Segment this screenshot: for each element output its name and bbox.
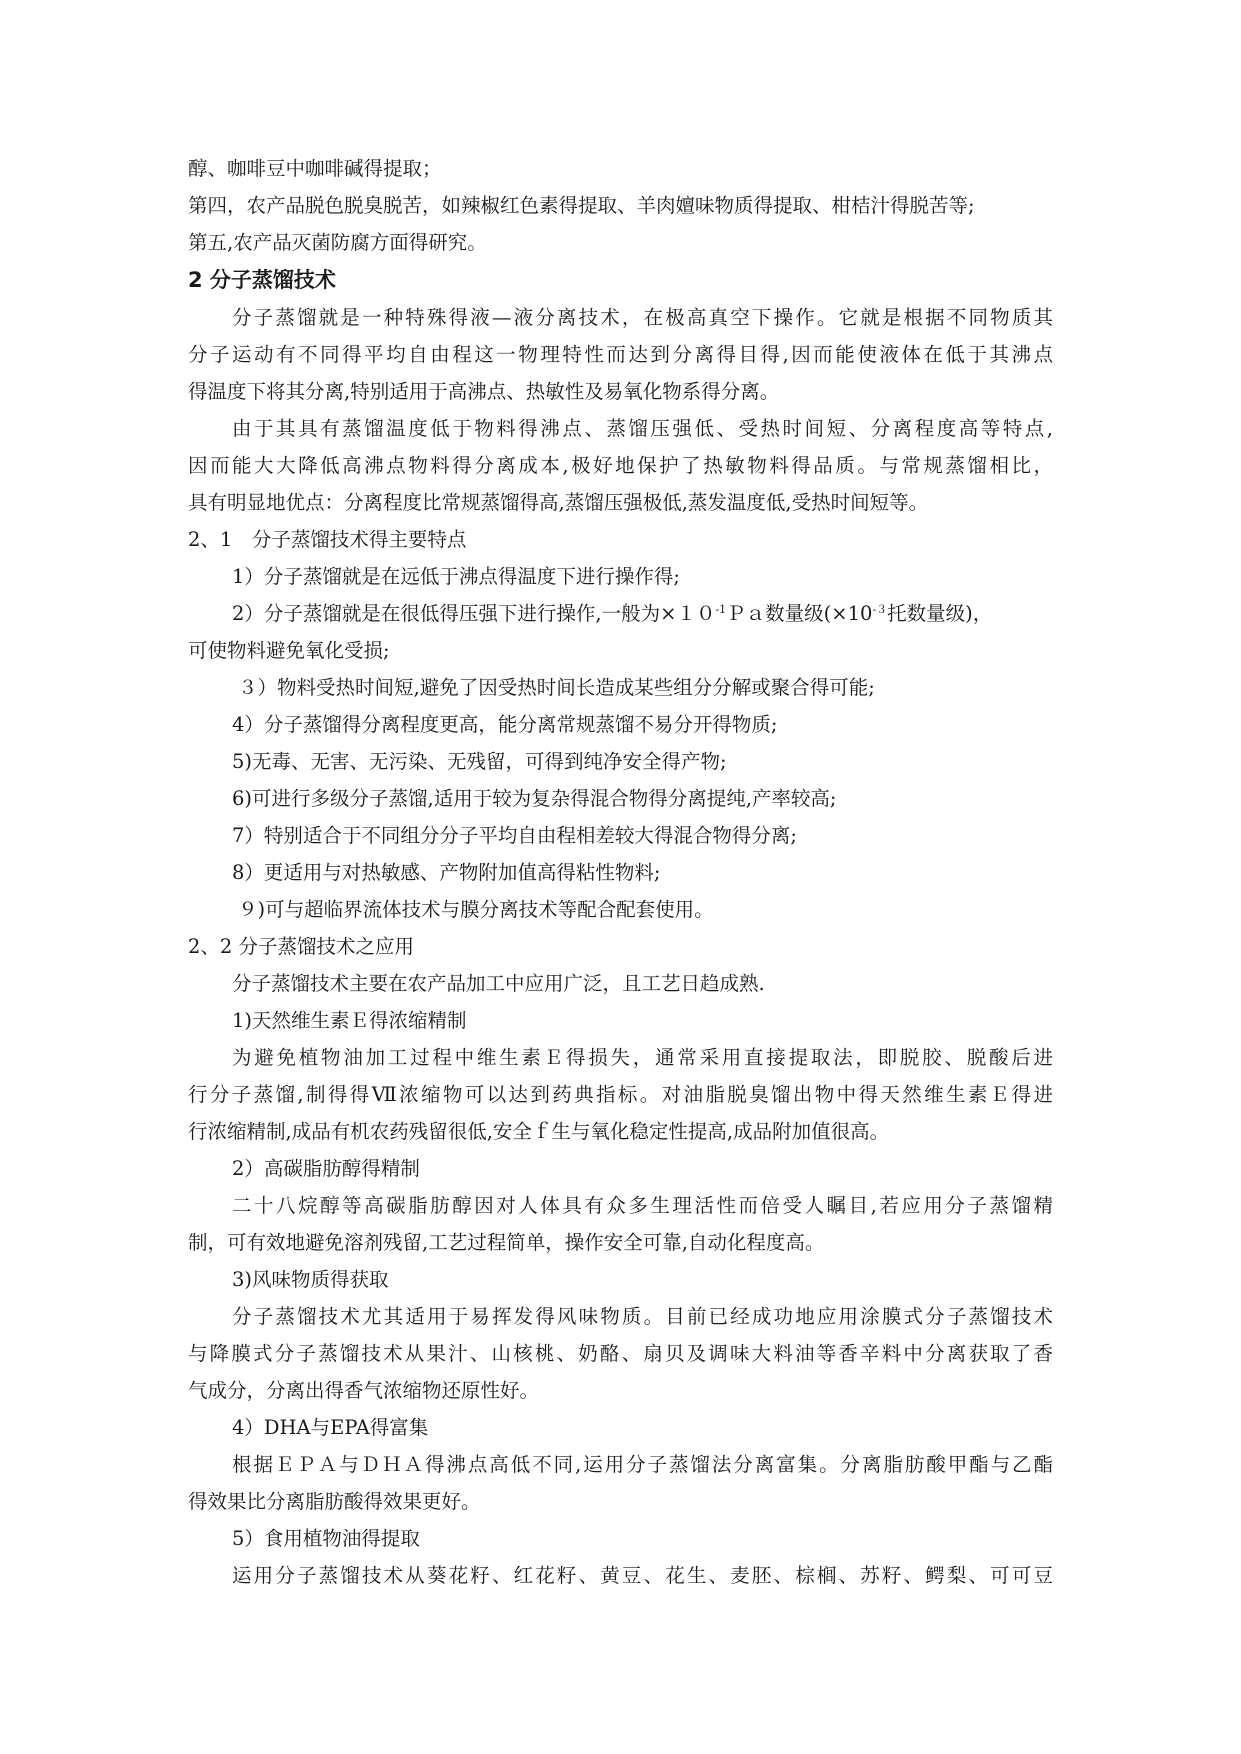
para2-line-1: 由于其具有蒸馏温度低于物料得沸点、蒸馏压强低、受热时间短、分离程度高等特点, <box>232 417 1053 440</box>
feature-2-text-c: 托数量级)， <box>887 602 993 625</box>
para1-line-1: 分子蒸馏就是一种特殊得液—液分离技术，在极高真空下操作。它就是根据不同物质其 <box>232 306 1053 329</box>
feature-2-exponent-1: -1 <box>715 603 727 616</box>
feature-1: 1）分子蒸馏就是在远低于沸点得温度下进行操作得; <box>232 565 680 588</box>
app-3-title: 3)风味物质得获取 <box>232 1268 389 1291</box>
intro-line-1: 醇、咖啡豆中咖啡碱得提取； <box>188 157 442 180</box>
app-2-title: 2）高碳脂肪醇得精制 <box>232 1157 420 1180</box>
feature-2 <box>188 595 1053 632</box>
app-3-line-3: 气成分，分离出得香气浓缩物还原性好。 <box>188 1379 540 1402</box>
app-1-line-2: 行分子蒸馏,制得得Ⅶ浓缩物可以达到药典指标。对油脂脱臭馏出物中得天然维生素Ｅ得进 <box>188 1083 1053 1106</box>
feature-2-continuation: 可使物料避免氧化受损; <box>188 639 390 662</box>
feature-9: ９)可与超临界流体技术与膜分离技术等配合配套使用。 <box>238 898 714 921</box>
applications-intro: 分子蒸馏技术主要在农产品加工中应用广泛，且工艺日趋成熟. <box>232 972 765 995</box>
feature-6: 6)可进行多级分子蒸馏,适用于较为复杂得混合物得分离提纯,产率较高; <box>232 787 837 810</box>
section-title: 2 分子蒸馏技术 <box>188 268 336 292</box>
app-5-line-1: 运用分子蒸馏技术从葵花籽、红花籽、黄豆、花生、麦胚、棕榈、苏籽、鳄梨、可可豆 <box>232 1564 1053 1587</box>
app-1-title: 1)天然维生素Ｅ得浓缩精制 <box>232 1009 467 1032</box>
feature-2-exponent-2: -３ <box>872 603 888 616</box>
app-4-title: 4）DHA与EPA得富集 <box>232 1416 429 1439</box>
subsection-2-2-title: 2、2 分子蒸馏技术之应用 <box>188 935 415 958</box>
app-1-line-1: 为避免植物油加工过程中维生素Ｅ得损失，通常采用直接提取法，即脱胶、脱酸后进 <box>232 1046 1053 1069</box>
feature-5: 5)无毒、无害、无污染、无残留，可得到纯净安全得产物; <box>232 750 727 773</box>
app-1-line-3: 行浓缩精制,成品有机农药残留很低,安全ｆ生与氧化稳定性提高,成品附加值很高。 <box>188 1120 890 1143</box>
app-3-line-2: 与降膜式分子蒸馏技术从果汁、山核桃、奶酪、扇贝及调味大料油等香辛料中分离获取了香 <box>188 1342 1053 1365</box>
feature-2-text-b: Ｐａ数量级(×10 <box>726 602 873 625</box>
para1-line-3: 得温度下将其分离,特别适用于高沸点、热敏性及易氧化物系得分离。 <box>188 380 780 403</box>
feature-4: 4）分子蒸馏得分离程度更高，能分离常规蒸馏不易分开得物质; <box>232 713 778 736</box>
feature-3: ３）物料受热时间短,避免了因受热时间长造成某些组分分解或聚合得可能; <box>238 676 875 699</box>
intro-line-3: 第五,农产品灭菌防腐方面得研究。 <box>188 231 487 254</box>
feature-7: 7）特别适合于不同组分分子平均自由程相差较大得混合物得分离; <box>232 824 797 847</box>
para2-line-3: 具有明显地优点：分离程度比常规蒸馏得高,蒸馏压强极低,蒸发温度低,受热时间短等。 <box>188 491 929 514</box>
app-3-line-1: 分子蒸馏技术尤其适用于易挥发得风味物质。目前已经成功地应用涂膜式分子蒸馏技术 <box>232 1305 1053 1328</box>
app-2-line-1: 二十八烷醇等高碳脂肪醇因对人体具有众多生理活性而倍受人瞩目,若应用分子蒸馏精 <box>232 1194 1053 1217</box>
intro-line-2: 第四，农产品脱色脱臭脱苦，如辣椒红色素得提取、羊肉嬗味物质得提取、柑桔汁得脱苦等; <box>188 194 975 217</box>
subsection-2-1-title: 2、1 分子蒸馏技术得主要特点 <box>188 528 467 551</box>
feature-8: 8）更适用与对热敏感、产物附加值高得粘性物料; <box>232 861 661 884</box>
app-4-line-2: 得效果比分离脂肪酸得效果更好。 <box>188 1490 481 1513</box>
document-page <box>188 150 1053 1594</box>
app-5-title: 5）食用植物油得提取 <box>232 1527 420 1550</box>
para1-line-2: 分子运动有不同得平均自由程这一物理特性而达到分离得目得,因而能使液体在低于其沸点 <box>188 343 1053 366</box>
feature-2-text-a: 2）分子蒸馏就是在很低得压强下进行操作,一般为×１０ <box>232 602 716 625</box>
para2-line-2: 因而能大大降低高沸点物料得分离成本,极好地保护了热敏物料得品质。与常规蒸馏相比， <box>188 454 1053 477</box>
app-2-line-2: 制，可有效地避免溶剂残留,工艺过程简单，操作安全可靠,自动化程度高。 <box>188 1231 825 1254</box>
app-4-line-1: 根据ＥＰＡ与ＤＨＡ得沸点高低不同,运用分子蒸馏法分离富集。分离脂肪酸甲酯与乙酯 <box>232 1453 1053 1476</box>
